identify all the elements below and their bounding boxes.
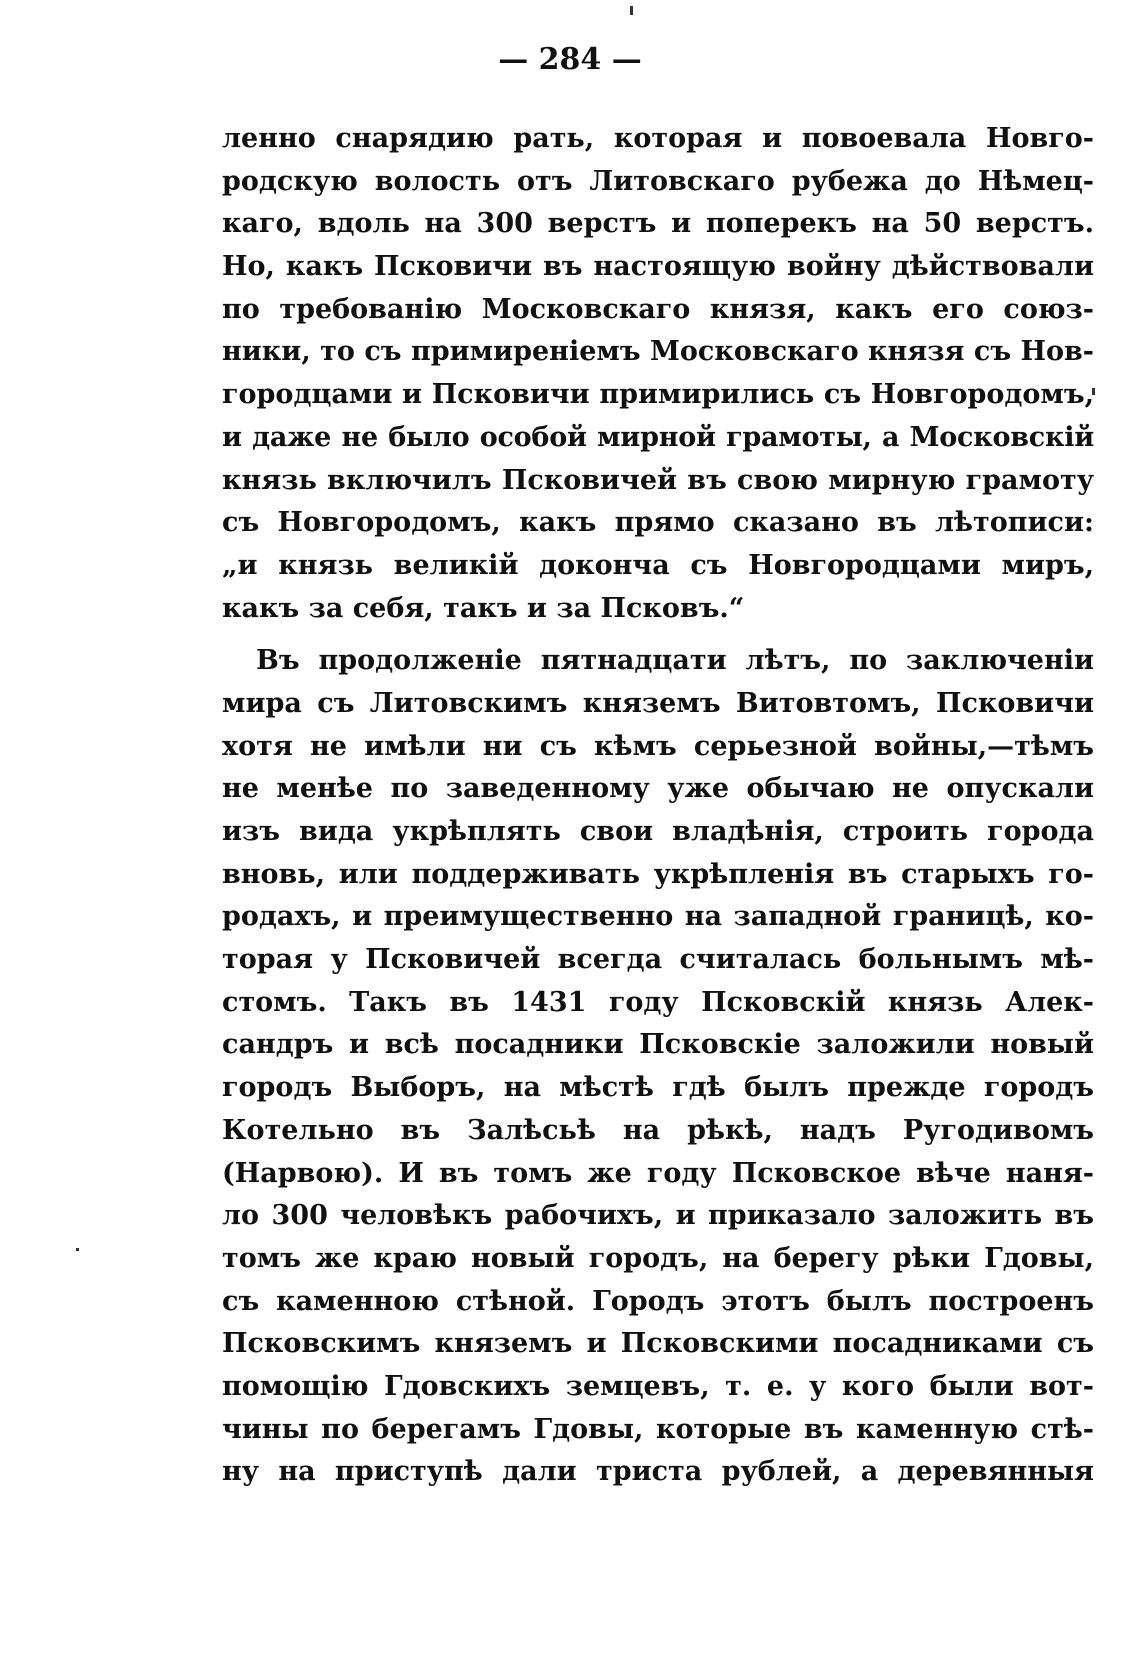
text-line: Псковскимъ княземъ и Псковскими посадниками съ <box>222 1328 1094 1360</box>
paragraph-1 <box>222 118 1094 630</box>
text-line: и даже не было особой мирной грамоты, а Московскій <box>222 421 1094 453</box>
text-line: помощію Гдовскихъ земцевъ, т. е. у кого были вот- <box>222 1370 1094 1402</box>
text-line: торая у Псковичей всегда считалась больнымъ мѣ- <box>222 944 1094 976</box>
text-line: городцами и Псковичи примирились съ Новгородомъ, <box>222 379 1094 411</box>
print-speck <box>76 1248 79 1251</box>
text-line: вновь, или поддерживать укрѣпленія въ старыхъ го- <box>222 858 1094 890</box>
text-line: Котельно въ Залѣсьѣ на рѣкѣ, надъ Ругодивомъ <box>222 1114 1094 1146</box>
text-line: съ каменною стѣной. Городъ этотъ былъ построенъ <box>222 1285 1094 1317</box>
text-line: стомъ. Такъ въ 1431 году Псковскій князь Алек- <box>222 986 1094 1018</box>
paragraph-gap <box>222 630 1094 640</box>
text-line: (Нарвою). И въ томъ же году Псковское вѣче наня- <box>222 1157 1094 1189</box>
text-line: ло 300 человѣкъ рабочихъ, и приказало заложить въ <box>222 1200 1094 1232</box>
text-line: каго, вдоль на 300 верстъ и поперекъ на 50 верстъ. <box>222 208 1094 240</box>
text-line: чины по берегамъ Гдовы, которые въ каменную стѣ- <box>222 1413 1094 1445</box>
text-line: Въ продолженіе пятнадцати лѣтъ, по заключеніи <box>256 645 1094 677</box>
text-block <box>222 118 1094 1494</box>
text-line: по требованію Московскаго князя, какъ его союз- <box>222 293 1094 325</box>
text-line: „и князь великій доконча съ Новгородцами миръ, <box>222 549 1094 581</box>
page-number: — 284 — <box>498 42 642 77</box>
text-line: Но, какъ Псковичи въ настоящую войну дѣйствовали <box>222 251 1094 283</box>
paragraph-2 <box>222 640 1094 1494</box>
text-line: ленно снарядию рать, которая и повоевала Новго- <box>222 123 1094 154</box>
text-line: съ Новгородомъ, какъ прямо сказано въ лѣтописи: <box>222 507 1094 539</box>
print-speck <box>630 6 633 15</box>
text-line: не менѣе по заведенному уже обычаю не опускали <box>222 773 1094 805</box>
text-line: томъ же краю новый городъ, на берегу рѣки Гдовы, <box>222 1242 1094 1274</box>
text-line: князь включилъ Псковичей въ свою мирную грамоту <box>222 464 1094 496</box>
text-line: какъ за себя, такъ и за Псковъ.“ <box>222 592 745 624</box>
text-line: сандръ и всѣ посадники Псковскіе заложили новый <box>222 1029 1094 1061</box>
text-line: изъ вида укрѣплять свои владѣнія, строить города <box>222 816 1094 847</box>
text-line: родскую волость отъ Литовскаго рубежа до Нѣмец- <box>222 165 1094 197</box>
text-line: ну на приступѣ дали триста рублей, а деревянныя <box>222 1456 1094 1488</box>
text-line: городъ Выборъ, на мѣстѣ гдѣ былъ прежде городъ <box>222 1072 1094 1104</box>
text-line: ники, то съ примиреніемъ Московскаго князя съ Нов- <box>222 336 1094 368</box>
text-line: хотя не имѣли ни съ кѣмъ серьезной войны,—тѣмъ <box>222 730 1094 762</box>
text-line: мира съ Литовскимъ княземъ Витовтомъ, Псковичи <box>222 687 1094 719</box>
text-line: родахъ, и преимущественно на западной границѣ, ко- <box>222 901 1094 933</box>
